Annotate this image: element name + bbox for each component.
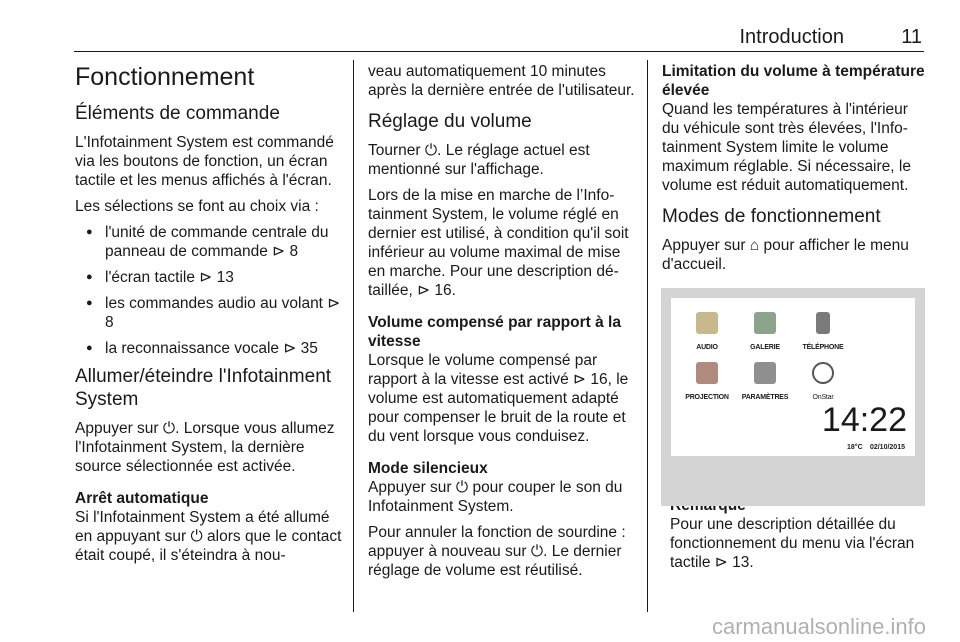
paragraph: veau automatiquement 10 minutes après la dernière entrée de l'utilisateur. [368,63,635,99]
temperature: 18°C [847,444,863,451]
app-telephone: TÉLÉPHONE [791,312,855,357]
column-3 [662,62,928,579]
paragraph: Lors de la mise en marche de l’Infotainment System, le volume réglé en dernier est utilisé, à condition qu'il soit inférieur au volume maximal de mise en marche. Pour une description détaillée, ⊳ 16. [368,187,629,299]
onstar-icon [812,362,834,384]
phone-icon [816,312,830,334]
app-galerie: GALERIE [733,312,797,357]
heading-fonctionnement: Fonctionnement [75,63,255,91]
heading-allumer: Allumer/éteindre l'Infotainment System [75,366,332,410]
heading-elements: Éléments de commande [75,103,280,124]
app-parametres: PARAMÈTRES [733,362,797,407]
page-header [74,24,924,52]
paragraph: L'Infotainment System est commandé via les boutons de fonction, un écran tactile et les menus affichés à l'écran. [75,134,334,189]
paragraph: Pour annuler la fonction de sourdine : appuyer à nouveau sur ⏻. Le dernier réglage de volume est réutilisé. [368,524,626,579]
page-number: 11 [901,26,922,48]
heading-mode-silencieux: Mode silencieux [368,460,488,477]
paragraph: Tourner ⏻. Le réglage actuel est mentionné sur l'affichage. [368,142,590,178]
clock: 14:22 [821,401,907,439]
heading-volume-compense: Volume compensé par rapport à la vitesse [368,314,621,350]
home-screen-figure [661,288,925,506]
heading-limitation: Limitation du volume à température élevée [662,63,925,99]
paragraph: Quand les températures à l'intérieur du véhicule sont très élevées, l'Infotainment System limite le volume maximum réglable. Si nécessaire, le volume est réduit automatiquement. [662,101,911,194]
watermark: carmanualsonline.info [711,614,926,639]
gear-icon [754,362,776,384]
heading-modes: Modes de fonctionnement [662,206,881,227]
selection-list [75,223,342,358]
column-1 [75,62,342,572]
list-item: ● l'unité de commande centrale du panneau de commande ⊳ 8 [75,223,342,261]
list-item: ● la reconnaissance vocale ⊳ 35 [75,339,342,358]
paragraph: Appuyer sur ⏻ pour couper le son du Infotainment System. [368,479,623,515]
app-projection: PROJECTION [675,362,739,407]
remark [662,496,928,572]
paragraph: Appuyer sur ⏻. Lorsque vous allumez l'Infotainment System, la dernière source sélectionnée est activée. [75,420,335,475]
app-audio: AUDIO [675,312,739,357]
paragraph: Les sélections se font au choix via : [75,198,319,215]
list-item: ● l'écran tactile ⊳ 13 [75,268,342,287]
remark-text: Pour une description détaillée du fonctionnement du menu via l'écran tactile ⊳ 13. [670,516,915,571]
home-screen [671,298,915,456]
column-2 [368,62,638,587]
paragraph: Appuyer sur ⌂ pour afficher le menu d'accueil. [662,237,909,273]
date: 02/10/2015 [869,444,905,451]
app-onstar: OnStar [791,362,855,407]
heading-volume: Réglage du volume [368,111,532,132]
music-icon [696,312,718,334]
column-divider [353,60,354,612]
heading-arret: Arrêt automatique [75,490,209,507]
header-rule [74,51,924,52]
section-title: Introduction [739,26,844,48]
gallery-icon [754,312,776,334]
list-item: ● les commandes audio au volant ⊳ 8 [75,294,342,332]
paragraph: Si l'Infotainment System a été allumé en appuyant sur ⏻ alors que le contact était coupé, il s'éteindra à nou- [75,509,342,564]
paragraph: Lorsque le volume compensé par rapport à la vitesse est activé ⊳ 16, le volume est automatiquement adapté pour compenser le bruit de la route et du vent lorsque vous conduisez. [368,352,629,445]
projection-icon [696,362,718,384]
column-divider [647,60,648,612]
